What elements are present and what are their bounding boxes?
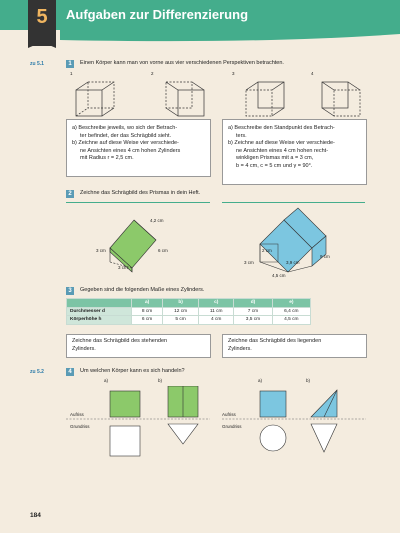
task1-prompt: Einen Körper kann man von vorne aus vier verschiedenen Perspektiven betrachten. <box>80 60 284 66</box>
table-header-corner <box>67 299 132 308</box>
task1-number: 1 <box>66 60 74 68</box>
prism-right-label-a: 2 cm <box>262 248 272 253</box>
prism-right-label-c: 3 cm <box>244 260 254 265</box>
task1-left-b-line3: mit Radius r = 2,5 cm. <box>80 155 134 161</box>
cube-4 <box>322 82 360 116</box>
row-label: Körperhöhe h <box>67 316 132 325</box>
task1-ref: zu 5.1 <box>30 61 44 67</box>
table-cell: 6,4 cm <box>272 307 310 316</box>
header-wave <box>60 30 400 44</box>
view-right-a-aufriss <box>260 391 286 417</box>
row-label: Durchmesser d <box>67 307 132 316</box>
table-cell: 4 cm <box>199 316 234 325</box>
task4-right-b-label: b) <box>306 378 311 383</box>
chapter-tab <box>28 0 56 46</box>
table-header-row <box>67 299 311 308</box>
task1-right-b-line2: ne Ansichten eines 4 cm hohen recht- <box>236 147 329 154</box>
cube-3 <box>246 82 284 116</box>
prism-right-label-e: 4,5 cm <box>272 273 286 278</box>
task4-left-b-label: b) <box>158 378 163 383</box>
grundriss-label-right: Grundriss <box>222 424 242 429</box>
table-header-cell: a) <box>132 299 163 308</box>
view-right-b-grundriss <box>311 424 337 452</box>
cube-1 <box>76 82 114 116</box>
table-cell: 5 cm <box>163 316 199 325</box>
task3-prompt: Gegeben sind die folgenden Maße eines Zylinders. <box>80 287 205 293</box>
table-row <box>67 316 311 325</box>
task1-right-b-line4: b = 4 cm, c = 5 cm und γ = 90°. <box>236 162 313 169</box>
task3-left-line1: Zeichne das Schrägbild des stehenden <box>72 338 168 344</box>
task4-number: 4 <box>66 368 74 376</box>
task1-right-a-line2: ters. <box>236 132 247 139</box>
prism-left-label-mid: 6 cm <box>158 248 168 253</box>
view-left-a-aufriss <box>110 391 140 417</box>
task4-left-a-label: a) <box>104 378 109 383</box>
persp-label-4: 4 <box>311 71 314 76</box>
view-left-b-grundriss <box>168 424 198 444</box>
perspective-cubes <box>60 76 380 120</box>
cube-2 <box>166 82 204 116</box>
persp-label-2: 2 <box>151 71 154 76</box>
persp-label-3: 3 <box>232 71 235 76</box>
task1-left-a-line1: a) Beschreibe jeweils, wo sich der Betrach- <box>72 125 178 131</box>
prism-left-label-top: 4,2 cm <box>150 218 164 223</box>
table-cell: 4,5 cm <box>272 316 310 325</box>
page-number: 184 <box>30 512 41 519</box>
table-cell: 12 cm <box>163 307 199 316</box>
table-cell: 7 cm <box>234 307 272 316</box>
task3-right-box <box>222 334 367 358</box>
task1-right-b-line1: b) Zeichne auf diese Weise vier verschiede- <box>228 140 335 146</box>
table-header-cell: c) <box>199 299 234 308</box>
prism-left-label-left: 3 cm <box>96 248 106 253</box>
aufriss-label-right: Aufriss <box>222 412 236 417</box>
task1-left-box <box>66 119 211 177</box>
table-cell: 3,5 cm <box>234 316 272 325</box>
table-header-cell: e) <box>272 299 310 308</box>
task1-left-a-line2: ter befindet, der das Schrägbild sieht. <box>80 132 172 139</box>
task2-number: 2 <box>66 190 74 198</box>
persp-label-1: 1 <box>70 71 73 76</box>
prism-left <box>90 210 200 282</box>
view-left-a-grundriss <box>110 426 140 456</box>
view-right-a-grundriss <box>260 425 286 451</box>
task1-right-b-line3: winkligen Prismas mit a = 3 cm, <box>236 155 314 161</box>
prism-left-label-bottom: 3 cm <box>118 265 128 270</box>
task3-left-line2: Zylinders. <box>72 345 96 352</box>
task1-right-a-line1: a) Beschreibe den Standpunkt des Betrach- <box>228 125 335 131</box>
task2-prompt: Zeichne das Schrägbild des Prismas in dein Heft. <box>80 190 201 196</box>
task3-number: 3 <box>66 287 74 295</box>
task1-left-b-line1: b) Zeichne auf diese Weise vier verschiede- <box>72 140 179 146</box>
tab-notch <box>28 38 56 48</box>
table-header-cell: b) <box>163 299 199 308</box>
task1-left-b-line2: ne Ansichten eines 4 cm hohen Zylinders <box>80 147 181 154</box>
table-cell: 11 cm <box>199 307 234 316</box>
table-cell: 6 cm <box>132 316 163 325</box>
task3-left-box <box>66 334 211 358</box>
grundriss-label-left: Grundriss <box>70 424 90 429</box>
task3-right-line1: Zeichne das Schrägbild des liegenden <box>228 338 322 344</box>
table-row <box>67 307 311 316</box>
dimension-table-wrap <box>66 298 311 325</box>
task2-rule-right <box>222 202 365 203</box>
task2-rule-left <box>66 202 210 203</box>
task4-views <box>66 386 366 488</box>
table-header-cell: d) <box>234 299 272 308</box>
task3-right-line2: Zylinders. <box>228 345 252 352</box>
page-title: Aufgaben zur Differenzierung <box>66 7 249 22</box>
chapter-number: 5 <box>36 6 48 28</box>
prism-right-label-b: 3,9 cm <box>286 260 300 265</box>
task4-prompt: Um welchen Körper kann es sich handeln? <box>80 368 185 374</box>
task1-right-box <box>222 119 367 185</box>
dimension-table <box>66 298 311 325</box>
table-cell: 8 cm <box>132 307 163 316</box>
aufriss-label-left: Aufriss <box>70 412 84 417</box>
task4-right-a-label: a) <box>258 378 263 383</box>
prism-right <box>250 206 360 286</box>
view-right-b-aufriss <box>311 390 337 417</box>
task4-ref: zu 5.2 <box>30 369 44 375</box>
prism-right-label-d: 9 cm <box>320 254 330 259</box>
